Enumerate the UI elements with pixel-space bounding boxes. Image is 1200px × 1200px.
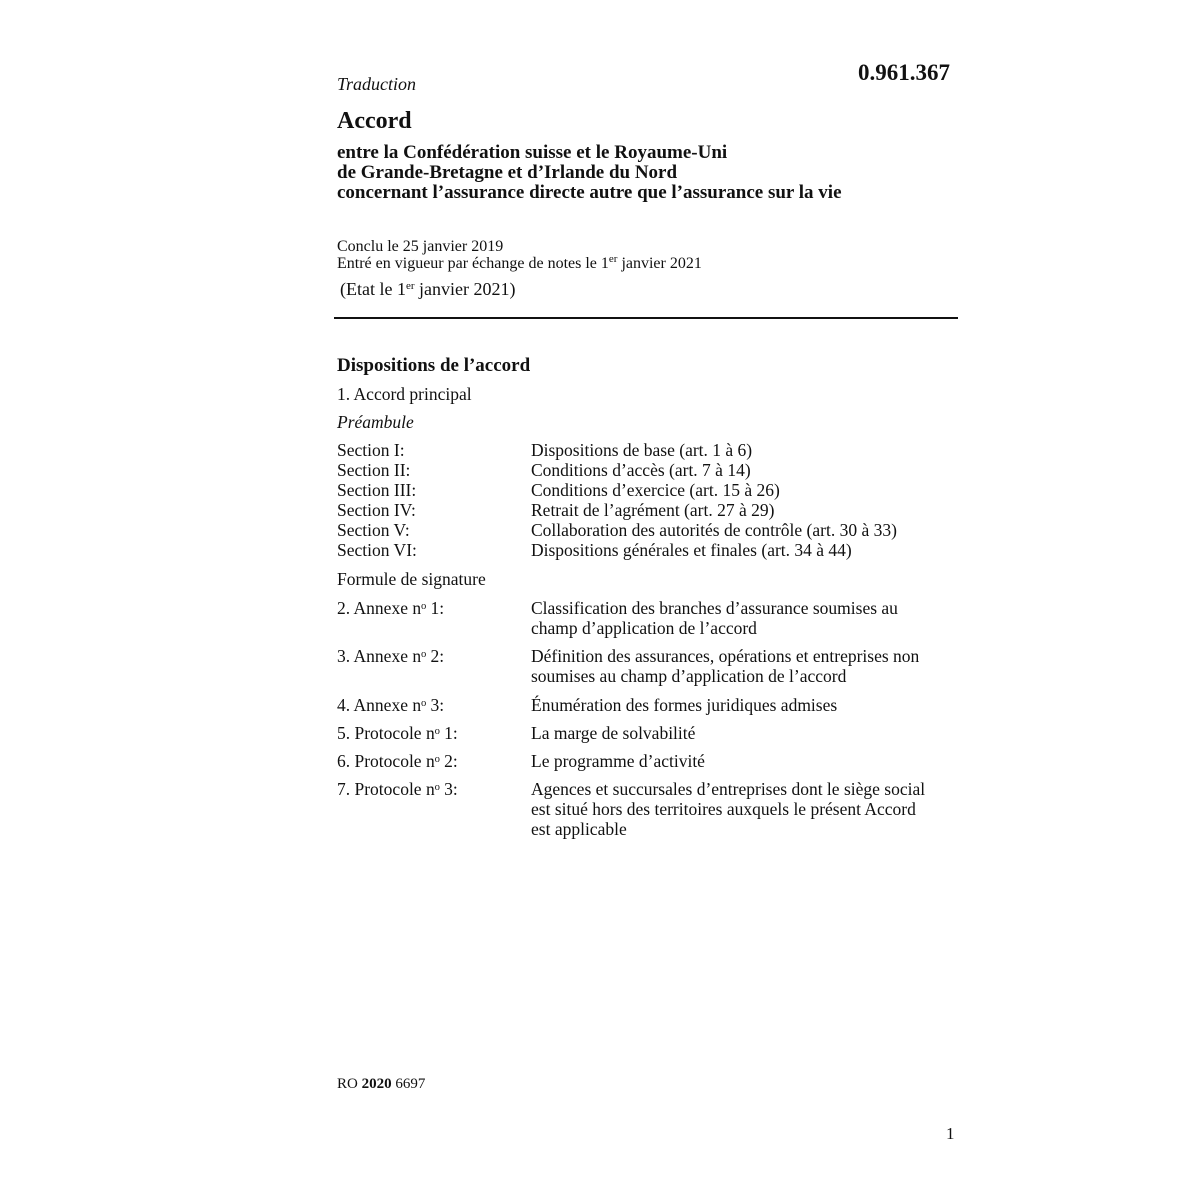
section-title: Retrait de l’agrément (art. 27 à 29) xyxy=(531,500,775,520)
translation-label: Traduction xyxy=(337,74,417,94)
document-title: Accord xyxy=(337,108,412,134)
subtitle-line: entre la Confédération suisse et le Royaume-Uni xyxy=(337,142,728,163)
annex-title: champ d’application de l’accord xyxy=(531,618,757,638)
section-label: Section VI: xyxy=(337,540,417,560)
section-label: Section II: xyxy=(337,460,411,480)
annex-label: 4. Annexe nᵒ 3: xyxy=(337,695,445,715)
toc-signature: Formule de signature xyxy=(337,569,486,589)
section-label: Section V: xyxy=(337,520,410,540)
toc-heading: Dispositions de l’accord xyxy=(337,355,531,376)
section-label: Section III: xyxy=(337,480,417,500)
protocol-title: est situé hors des territoires auxquels le présent Accord xyxy=(531,799,916,819)
state-date: (Etat le 1er janvier 2021) xyxy=(340,279,516,299)
toc-main-agreement: 1. Accord principal xyxy=(337,384,472,404)
annex-title: Définition des assurances, opérations et entreprises non xyxy=(531,646,920,666)
protocol-title: Le programme d’activité xyxy=(531,751,705,771)
annex-label: 3. Annexe nᵒ 2: xyxy=(337,646,445,666)
section-title: Conditions d’exercice (art. 15 à 26) xyxy=(531,480,780,500)
section-label: Section IV: xyxy=(337,500,416,520)
dates-block xyxy=(337,238,702,272)
protocol-label: 6. Protocole nᵒ 2: xyxy=(337,751,458,771)
section-title: Dispositions générales et finales (art. 34 à 44) xyxy=(531,540,852,560)
header-divider xyxy=(334,317,958,319)
document-subtitle xyxy=(337,143,957,203)
entry-into-force: Entré en vigueur par échange de notes le 1er janvier 2021 xyxy=(337,253,702,272)
section-label: Section I: xyxy=(337,440,405,460)
annex-label: 2. Annexe nᵒ 1: xyxy=(337,598,445,618)
protocol-label: 7. Protocole nᵒ 3: xyxy=(337,779,458,799)
annex-title: soumises au champ d’application de l’accord xyxy=(531,666,847,686)
subtitle-line: concernant l’assurance directe autre que l’assurance sur la vie xyxy=(337,182,842,203)
subtitle-line: de Grande-Bretagne et d’Irlande du Nord xyxy=(337,162,678,183)
section-title: Collaboration des autorités de contrôle (art. 30 à 33) xyxy=(531,520,897,540)
annex-title: Énumération des formes juridiques admises xyxy=(531,695,838,715)
protocol-label: 5. Protocole nᵒ 1: xyxy=(337,723,458,743)
protocol-title: est applicable xyxy=(531,819,627,839)
protocol-title: La marge de solvabilité xyxy=(531,723,696,743)
protocol-title: Agences et succursales d’entreprises dont le siège social xyxy=(531,779,926,799)
annex-title: Classification des branches d’assurance soumises au xyxy=(531,598,898,618)
toc-preamble: Préambule xyxy=(337,412,414,432)
sr-number: 0.961.367 xyxy=(858,60,950,85)
official-compilation-reference: RO 2020 6697 xyxy=(337,1076,426,1092)
page-number: 1 xyxy=(946,1124,955,1143)
concluded-date: Conclu le 25 janvier 2019 xyxy=(337,238,504,255)
section-title: Conditions d’accès (art. 7 à 14) xyxy=(531,460,751,480)
section-title: Dispositions de base (art. 1 à 6) xyxy=(531,440,753,460)
